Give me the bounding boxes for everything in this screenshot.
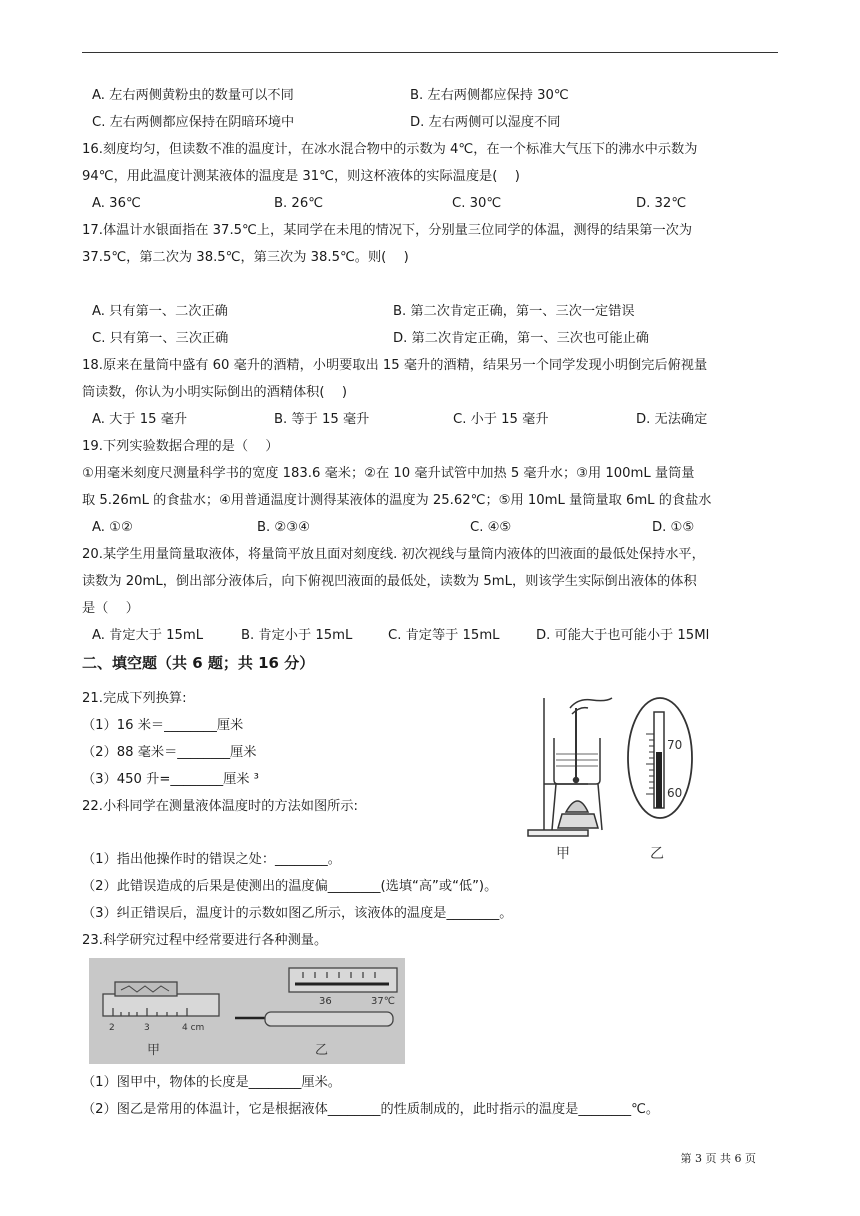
q20-option-b: B. 肯定小于 15mL <box>241 628 353 643</box>
q18-stem-line1: 18.原来在量筒中盛有 60 毫升的酒精，小明要取出 15 毫升的酒精，结果另一个同学发现小明倒完后俯视量 <box>82 358 708 373</box>
q21-stem: 21.完成下列换算: <box>82 691 187 706</box>
q15-option-d: D. 左右两侧可以湿度不同 <box>410 115 561 130</box>
measured-object-icon <box>115 982 177 996</box>
q22-sub-2: （2）此错误造成的后果是使测出的温度偏________(选填“高”或“低”)。 <box>82 879 498 894</box>
tick-60-label: 60 <box>667 786 683 800</box>
q16-option-b: B. 26℃ <box>274 196 324 211</box>
stand-base-icon <box>528 830 588 836</box>
q19-option-c: C. ④⑤ <box>470 520 512 535</box>
q17-option-b: B. 第二次肯定正确，第一、三次一定错误 <box>393 304 635 319</box>
q17-option-c: C. 只有第一、三次正确 <box>92 331 229 346</box>
q19-stem-line3: 取 5.26mL 的食盐水；④用普通温度计测得某液体的温度为 25.62℃；⑤用 10mL 量筒量取 6mL 的食盐水 <box>82 493 712 508</box>
q19-stem-line2: ①用毫米刻度尺测量科学书的宽度 183.6 毫米；②在 10 毫升试管中加热 5 毫升水；③用 100mL 量筒量 <box>82 466 695 481</box>
q21-sub-1: （1）16 米＝________厘米 <box>82 718 244 733</box>
thermometer-scale-zoom-icon <box>289 968 397 992</box>
q17-stem-line1: 17.体温计水银面指在 37.5℃上，某同学在未甩的情况下，分别量三位同学的体温，测得的结果第一次为 <box>82 223 693 238</box>
ruler-label-4: 4 cm <box>182 1023 205 1033</box>
q20-option-a: A. 肯定大于 15mL <box>92 628 204 643</box>
q21-sub-3: （3）450 升=________厘米 ³ <box>82 772 259 787</box>
page-footer: 第 3 页 共 6 页 <box>680 1152 756 1165</box>
q20-option-d: D. 可能大于也可能小于 15Ml <box>536 628 710 643</box>
flame-icon <box>566 801 588 812</box>
q23-figure <box>89 958 405 1064</box>
q19-option-b: B. ②③④ <box>257 520 310 535</box>
mercury-column-icon <box>656 752 662 808</box>
q17-stem-line2: 37.5℃，第二次为 38.5℃，第三次为 38.5℃。则( ) <box>82 250 409 265</box>
q15-option-c: C. 左右两侧都应保持在阴暗环境中 <box>92 115 295 130</box>
q22-sub-3: （3）纠正错误后，温度计的示数如图乙所示，该液体的温度是________。 <box>82 906 513 921</box>
q20-stem-line2: 读数为 20mL，倒出部分液体后，向下俯视凹液面的最低处，读数为 5mL，则该学生实际倒出液体的体积 <box>82 574 697 589</box>
q18-stem-line2: 筒读数，你认为小明实际倒出的酒精体积( ) <box>82 385 348 400</box>
ruler-label-3: 3 <box>144 1023 150 1033</box>
q22-stem: 22.小科同学在测量液体温度时的方法如图所示: <box>82 799 358 814</box>
q16-option-a: A. 36℃ <box>92 196 141 211</box>
q16-option-d: D. 32℃ <box>636 196 687 211</box>
section-heading: 二、填空题（共 6 题；共 16 分） <box>82 654 315 672</box>
q18-option-a: A. 大于 15 毫升 <box>92 412 188 427</box>
header-rule <box>82 52 778 53</box>
q17-option-a: A. 只有第一、二次正确 <box>92 304 228 319</box>
therm-label-36: 36 <box>319 996 332 1007</box>
q22-sub-1: （1）指出他操作时的错误之处：________。 <box>82 852 341 867</box>
q16-stem-line1: 16.刻度均匀，但读数不准的温度计，在冰水混合物中的示数为 4℃，在一个标准大气压下的沸水中示数为 <box>82 142 698 157</box>
q17-option-d: D. 第二次肯定正确，第一、三次也可能止确 <box>393 331 649 346</box>
q16-option-c: C. 30℃ <box>452 196 502 211</box>
figure-label-jia: 甲 <box>556 846 570 862</box>
figure-label-yi: 乙 <box>315 1043 329 1058</box>
q22-figure <box>522 694 734 866</box>
q19-option-a: A. ①② <box>92 520 133 535</box>
q20-stem-line3: 是（ ） <box>82 601 139 616</box>
figure-label-jia: 甲 <box>147 1043 161 1058</box>
q20-stem-line1: 20.某学生用量筒量取液体，将量筒平放且面对刻度线. 初次视线与量筒内液体的凹液面的最低处保持水平， <box>82 547 705 562</box>
q18-option-d: D. 无法确定 <box>636 412 708 427</box>
q16-stem-line2: 94℃，用此温度计测某液体的温度是 31℃，则这杯液体的实际温度是( ) <box>82 169 520 184</box>
tick-70-label: 70 <box>667 738 683 752</box>
q20-option-c: C. 肯定等于 15mL <box>388 628 500 643</box>
q19-option-d: D. ①⑤ <box>652 520 695 535</box>
hand-icon <box>570 698 612 708</box>
q15-option-b: B. 左右两侧都应保持 30℃ <box>410 88 569 103</box>
q15-option-a: A. 左右两侧黄粉虫的数量可以不同 <box>92 88 294 103</box>
q19-stem-line1: 19.下列实验数据合理的是（ ） <box>82 439 279 454</box>
q23-stem: 23.科学研究过程中经常要进行各种测量。 <box>82 933 328 948</box>
ruler-label-2: 2 <box>109 1023 115 1033</box>
therm-label-37: 37℃ <box>371 996 395 1007</box>
q21-sub-2: （2）88 毫米＝________厘米 <box>82 745 257 760</box>
burner-icon <box>558 814 598 828</box>
q23-sub-1: （1）图甲中，物体的长度是________厘米。 <box>82 1075 341 1090</box>
q18-option-b: B. 等于 15 毫升 <box>274 412 370 427</box>
figure-label-yi: 乙 <box>650 846 664 862</box>
q23-sub-2: （2）图乙是常用的体温计，它是根据液体________的性质制成的，此时指示的温度是________℃。 <box>82 1102 660 1117</box>
q18-option-c: C. 小于 15 毫升 <box>453 412 549 427</box>
clinical-thermometer-icon <box>265 1012 393 1026</box>
